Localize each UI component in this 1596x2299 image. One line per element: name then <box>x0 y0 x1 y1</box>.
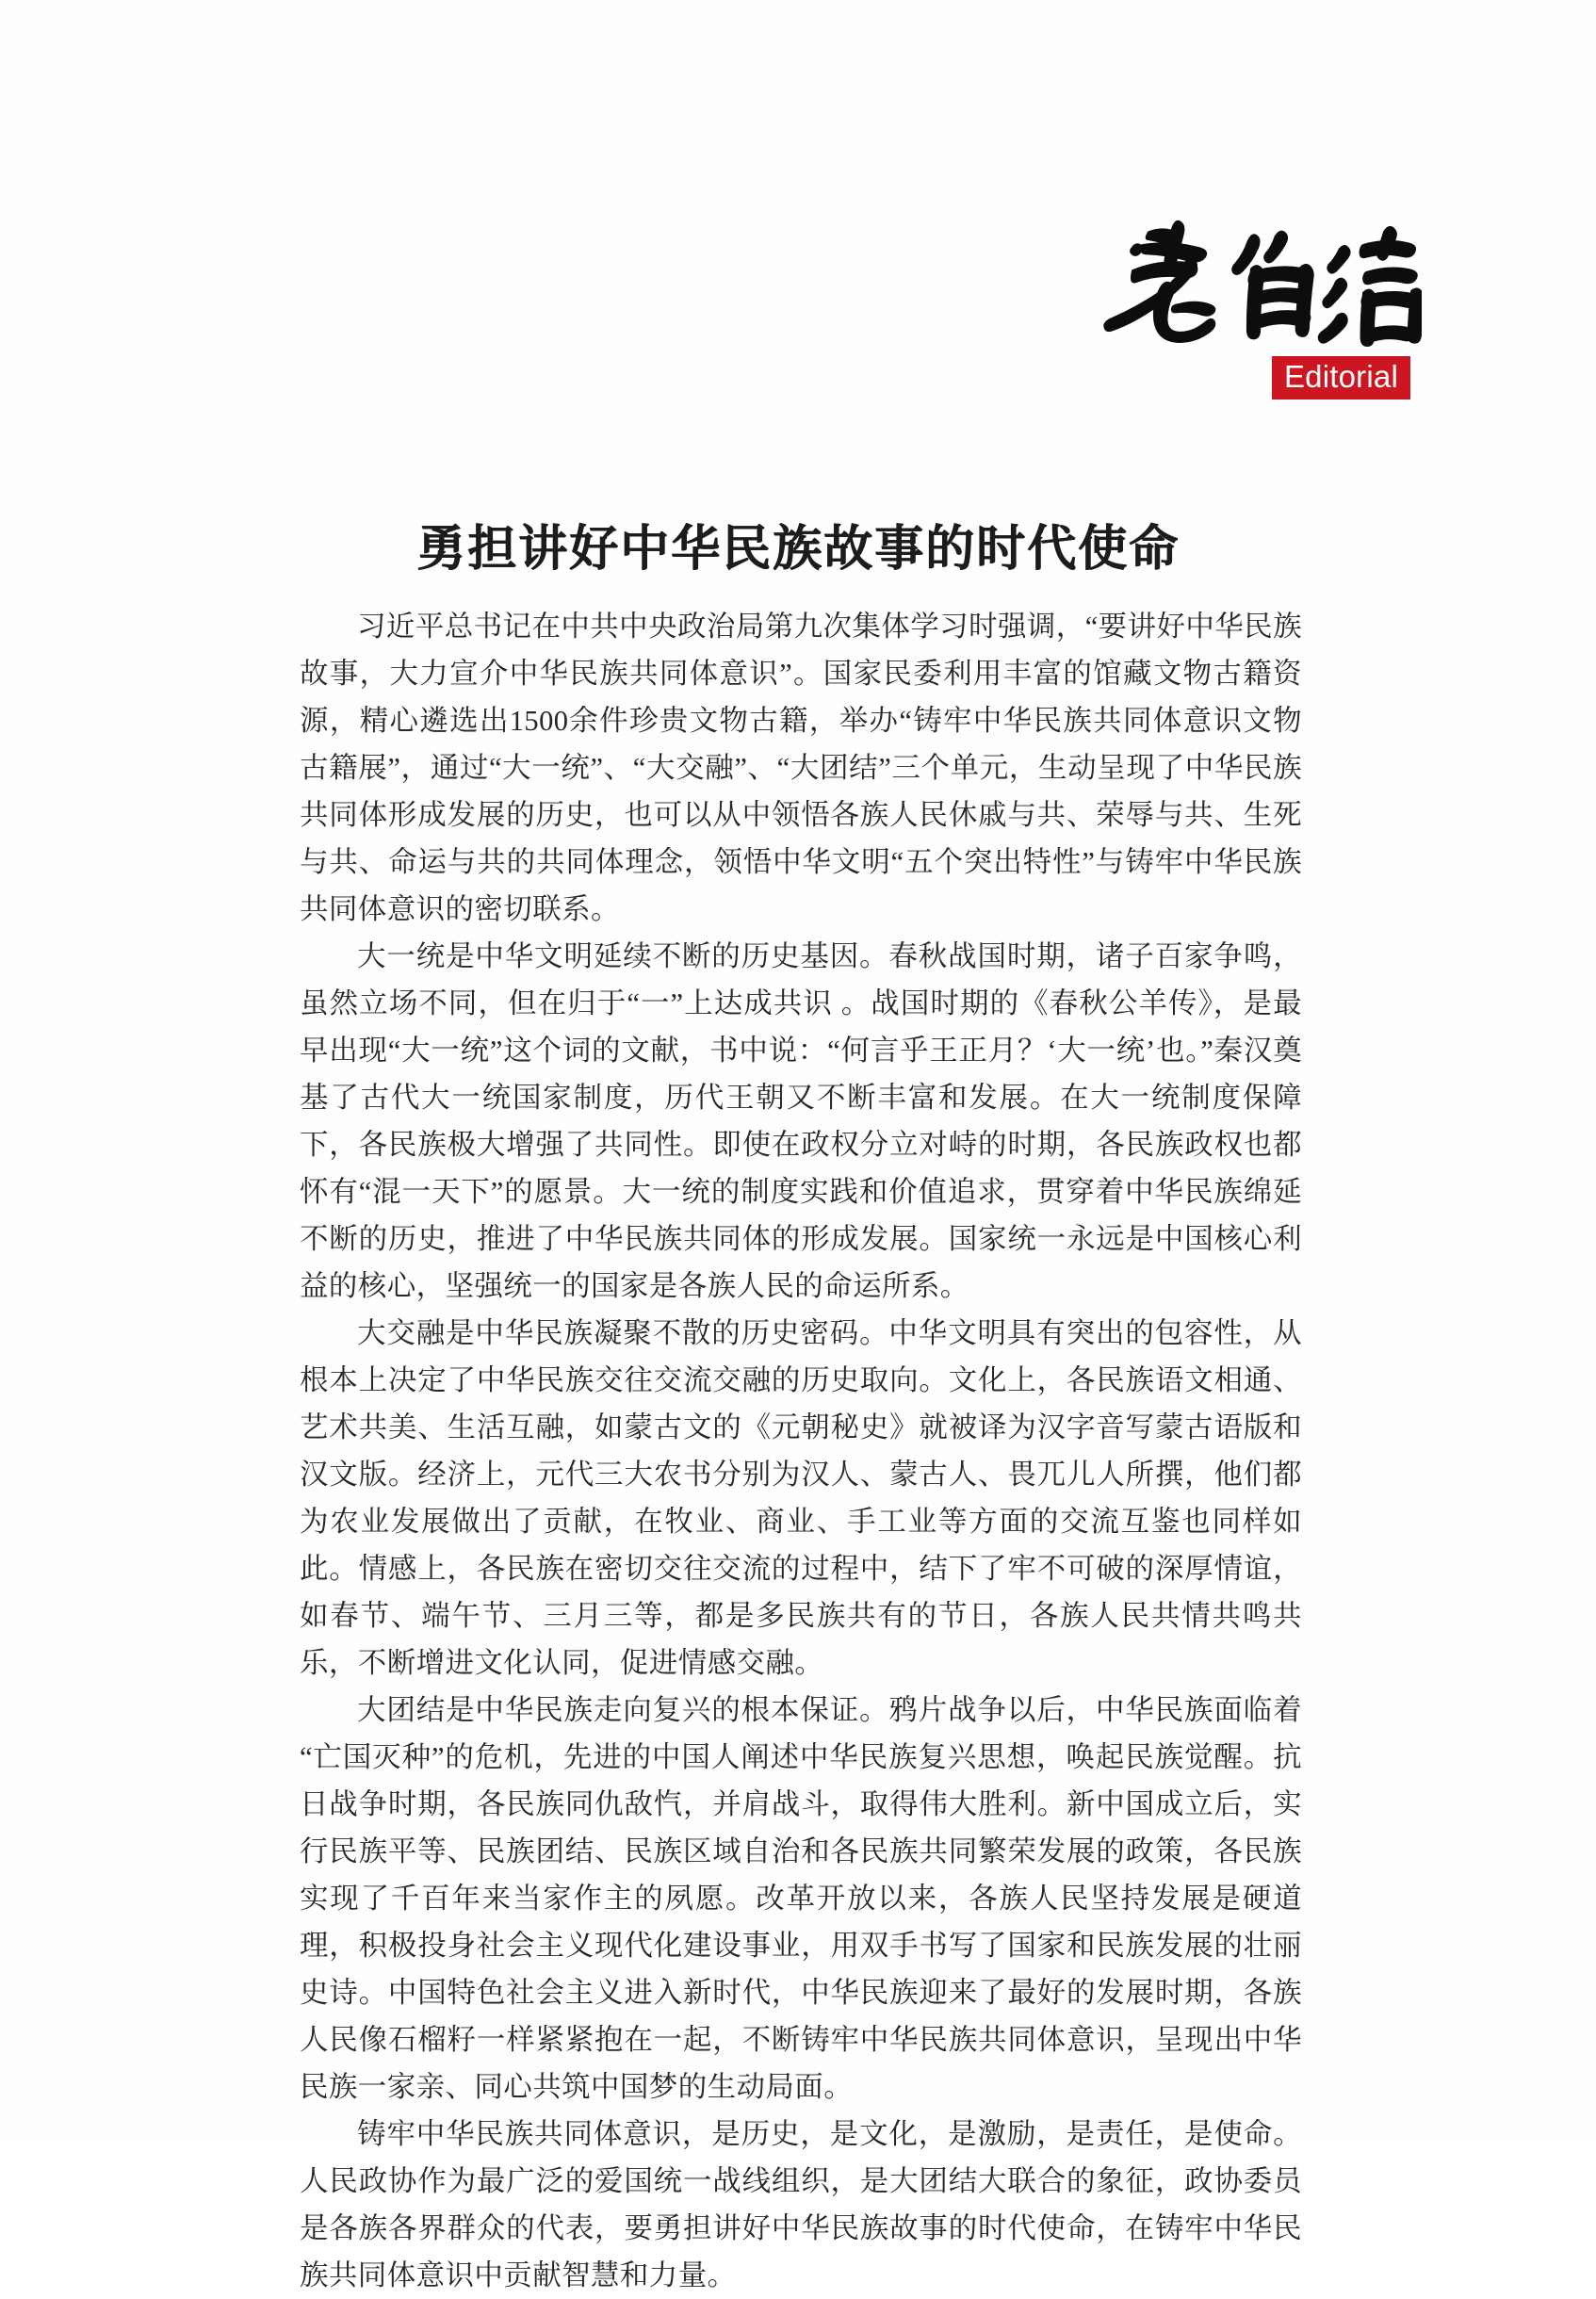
article-paragraph: 大一统是中华文明延续不断的历史基因。春秋战国时期，诸子百家争鸣，虽然立场不同，但在归于“一”上达成共识 。战国时期的《春秋公羊传》，是最早出现“大一统”这个词的文献，书中说：“何言乎王正月？‘大一统’也。”秦汉奠基了古代大一统国家制度，历代王朝又不断丰富和发展。在大一统制度保障下，各民族极大增强了共同性。即使在政权分立对峙的时期，各民族政权也都怀有“混一天下”的愿景。大一统的制度实践和价值追求，贯穿着中华民族绵延不断的历史，推进了中华民族共同体的形成发展。国家统一永远是中国核心利益的核心，坚强统一的国家是各族人民的命运所系。 <box>300 940 1302 1302</box>
calligraphy-juanshouyu-logo <box>1101 203 1422 351</box>
article-body <box>300 603 1302 2299</box>
editorial-badge: Editorial <box>1272 356 1410 399</box>
article-paragraph: 大交融是中华民族凝聚不散的历史密码。中华文明具有突出的包容性，从根本上决定了中华民族交往交流交融的历史取向。文化上，各民族语文相通、艺术共美、生活互融，如蒙古文的《元朝秘史》就被译为汉字音写蒙古语版和汉文版。经济上，元代三大农书分别为汉人、蒙古人、畏兀儿人所撰，他们都为农业发展做出了贡献，在牧业、商业、手工业等方面的交流互鉴也同样如此。情感上，各民族在密切交往交流的过程中，结下了牢不可破的深厚情谊，如春节、端午节、三月三等，都是多民族共有的节日，各族人民共情共鸣共乐，不断增进文化认同，促进情感交融。 <box>300 1317 1302 1679</box>
article-paragraph: 铸牢中华民族共同体意识，是历史，是文化，是激励，是责任，是使命。人民政协作为最广泛的爱国统一战线组织，是大团结大联合的象征，政协委员是各族各界群众的代表，要勇担讲好中华民族故事的时代使命，在铸牢中华民族共同体意识中贡献智慧和力量。 <box>300 2118 1302 2291</box>
article-paragraph: 习近平总书记在中共中央政治局第九次集体学习时强调，“要讲好中华民族故事，大力宣介中华民族共同体意识”。国家民委利用丰富的馆藏文物古籍资源，精心遴选出1500余件珍贵文物古籍，举办“铸牢中华民族共同体意识文物古籍展”，通过“大一统”、“大交融”、“大团结”三个单元，生动呈现了中华民族共同体形成发展的历史，也可以从中领悟各族人民休戚与共、荣辱与共、生死与共、命运与共的共同体理念，领悟中华文明“五个突出特性”与铸牢中华民族共同体意识的密切联系。 <box>300 611 1302 925</box>
page-title: 勇担讲好中华民族故事的时代使命 <box>415 522 1180 577</box>
article-paragraph: 大团结是中华民族走向复兴的根本保证。鸦片战争以后，中华民族面临着“亡国灭种”的危机，先进的中国人阐述中华民族复兴思想，唤起民族觉醒。抗日战争时期，各民族同仇敌忾，并肩战斗，取得伟大胜利。新中国成立后，实行民族平等、民族团结、民族区域自治和各民族共同繁荣发展的政策，各民族实现了千百年来当家作主的夙愿。改革开放以来，各族人民坚持发展是硬道理，积极投身社会主义现代化建设事业，用双手书写了国家和民族发展的壮丽史诗。中国特色社会主义进入新时代，中华民族迎来了最好的发展时期，各族人民像石榴籽一样紧紧抱在一起，不断铸牢中华民族共同体意识，呈现出中华民族一家亲、同心共筑中国梦的生动局面。 <box>300 1694 1302 2103</box>
masthead <box>1007 203 1422 399</box>
